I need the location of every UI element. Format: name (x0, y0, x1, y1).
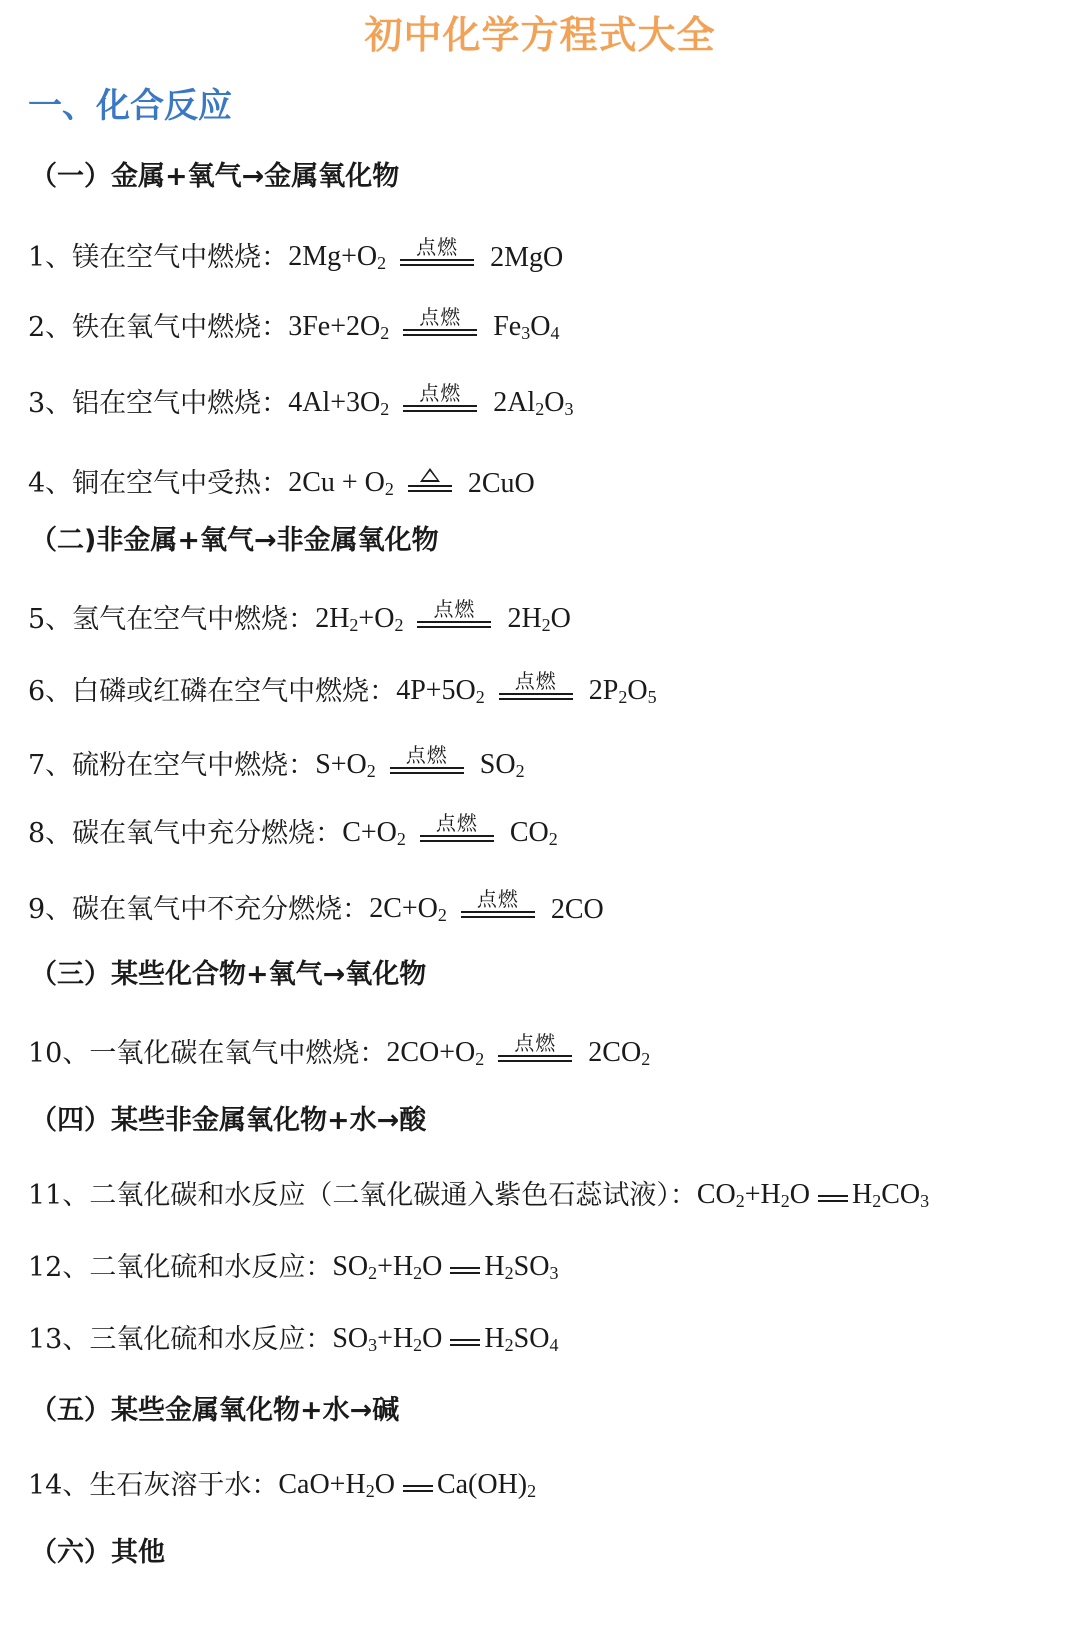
reaction-condition-ignite (403, 383, 477, 412)
products: $Fe_3O_4$ (493, 311, 560, 343)
reactants: $2C+O_2$ (369, 893, 447, 925)
products: $2H_2O$ (507, 603, 571, 635)
reaction-condition-ignite (390, 745, 464, 774)
equation-description: 14、生石灰溶于水： (28, 1470, 279, 1501)
reactants: $SO_2+H_2O$ (332, 1251, 443, 1283)
equation-row (28, 576, 571, 636)
products: $2P_2O_5$ (588, 675, 657, 707)
equation-row (28, 722, 525, 782)
double-line-sign (420, 835, 494, 842)
condition-label: 点燃 (435, 811, 478, 835)
double-line-sign (417, 621, 491, 628)
equation-description: 11、二氧化碳和水反应（二氧化碳通入紫色石蕊试液）： (28, 1180, 697, 1211)
reactants: $4P+5O_2$ (396, 675, 485, 707)
equation-description: 13、三氧化硫和水反应： (28, 1324, 333, 1355)
products: 2MgO (490, 242, 564, 273)
equation-description: 6、白磷或红磷在空气中燃烧： (28, 676, 397, 707)
condition-label: 点燃 (419, 381, 462, 405)
products: $SO_2$ (479, 749, 525, 781)
reactants: $2H_2+O_2$ (315, 603, 404, 635)
section-heading-combination: 一、化合反应 (28, 86, 232, 126)
products: $H_2SO_3$ (484, 1251, 559, 1283)
reactants: $CO_2+H_2O$ (696, 1179, 811, 1211)
equation-row (28, 866, 604, 926)
reaction-condition-heat (408, 468, 452, 492)
equation-row (28, 648, 657, 708)
equation-row (28, 1010, 650, 1070)
subheading-compound-oxygen: （三）某些化合物+氧气→氧化物 (30, 959, 427, 990)
products: 2CO (550, 894, 604, 925)
equation-row (28, 284, 559, 344)
products: $2CO_2$ (588, 1037, 651, 1069)
heat-triangle-icon (420, 468, 440, 482)
condition-label: 点燃 (514, 669, 557, 693)
double-line-sign (408, 485, 452, 492)
products: 2CuO (467, 468, 535, 499)
equation-row (28, 214, 563, 274)
reactants: $C+O_2$ (342, 817, 406, 849)
equation-description: 12、二氧化硫和水反应： (28, 1252, 333, 1283)
reaction-condition-ignite (498, 1033, 572, 1062)
equation-description: 1、镁在空气中燃烧： (28, 242, 289, 273)
subheading-nonmetal-oxygen: （二)非金属+氧气→非金属氧化物 (30, 525, 439, 556)
equation-description: 3、铝在空气中燃烧： (28, 388, 289, 419)
equation-row (28, 1296, 558, 1356)
reactants: $S+O_2$ (315, 749, 376, 781)
double-line-sign (499, 693, 573, 700)
subheading-nonmetal-oxide-water: （四）某些非金属氧化物+水→酸 (30, 1105, 427, 1136)
double-line-sign (390, 767, 464, 774)
products: $2Al_2O_3$ (493, 387, 574, 419)
products: $H_2CO_3$ (852, 1179, 930, 1211)
reaction-condition-ignite (417, 599, 491, 628)
condition-label: 点燃 (514, 1031, 557, 1055)
reactants: $CaO+H_2O$ (278, 1469, 395, 1501)
reactants: $SO_3+H_2O$ (332, 1323, 443, 1355)
equation-row (28, 1152, 929, 1212)
double-line-sign (403, 405, 477, 412)
equals-sign (450, 1267, 480, 1274)
equation-row (28, 1224, 558, 1284)
reactants: $3Fe+2O_2$ (288, 311, 390, 343)
equation-row (28, 1442, 536, 1502)
products: $Ca(OH)_2$ (436, 1469, 537, 1501)
reactants: $2CO+O_2$ (386, 1037, 485, 1069)
reaction-condition-ignite (400, 237, 474, 266)
condition-label: 点燃 (476, 887, 519, 911)
equals-sign (403, 1485, 433, 1492)
equation-description: 4、铜在空气中受热： (28, 468, 289, 499)
products: $H_2SO_4$ (484, 1323, 559, 1355)
equals-sign (450, 1339, 480, 1346)
equation-description: 2、铁在氧气中燃烧： (28, 312, 289, 343)
reactants: $2Cu + O_2$ (288, 467, 394, 499)
condition-label: 点燃 (419, 305, 462, 329)
subheading-metal-oxygen: （一）金属+氧气→金属氧化物 (30, 161, 400, 192)
double-line-sign (400, 259, 474, 266)
condition-label: 点燃 (405, 743, 448, 767)
equation-description: 7、硫粉在空气中燃烧： (28, 750, 316, 781)
reactants: $2Mg+O_2$ (288, 241, 387, 273)
double-line-sign (498, 1055, 572, 1062)
equation-row (28, 790, 558, 850)
reactants: $4Al+3O_2$ (288, 387, 390, 419)
equals-sign (818, 1195, 848, 1202)
subheading-metal-oxide-water: （五）某些金属氧化物+水→碱 (30, 1395, 400, 1426)
reaction-condition-ignite (420, 813, 494, 842)
equation-description: 8、碳在氧气中充分燃烧： (28, 818, 343, 849)
reaction-condition-ignite (403, 307, 477, 336)
double-line-sign (403, 329, 477, 336)
equation-description: 9、碳在氧气中不充分燃烧： (28, 894, 370, 925)
reaction-condition-ignite (499, 671, 573, 700)
double-line-sign (461, 911, 535, 918)
equation-row (28, 360, 573, 420)
reaction-condition-ignite (461, 889, 535, 918)
condition-label: 点燃 (433, 597, 476, 621)
equation-row (28, 440, 535, 500)
products: $CO_2$ (509, 817, 558, 849)
equation-description: 5、氢气在空气中燃烧： (28, 604, 316, 635)
equation-description: 10、一氧化碳在氧气中燃烧： (28, 1038, 387, 1069)
page-title: 初中化学方程式大全 (364, 13, 716, 57)
subheading-others: （六）其他 (30, 1537, 165, 1568)
condition-label: 点燃 (416, 235, 459, 259)
